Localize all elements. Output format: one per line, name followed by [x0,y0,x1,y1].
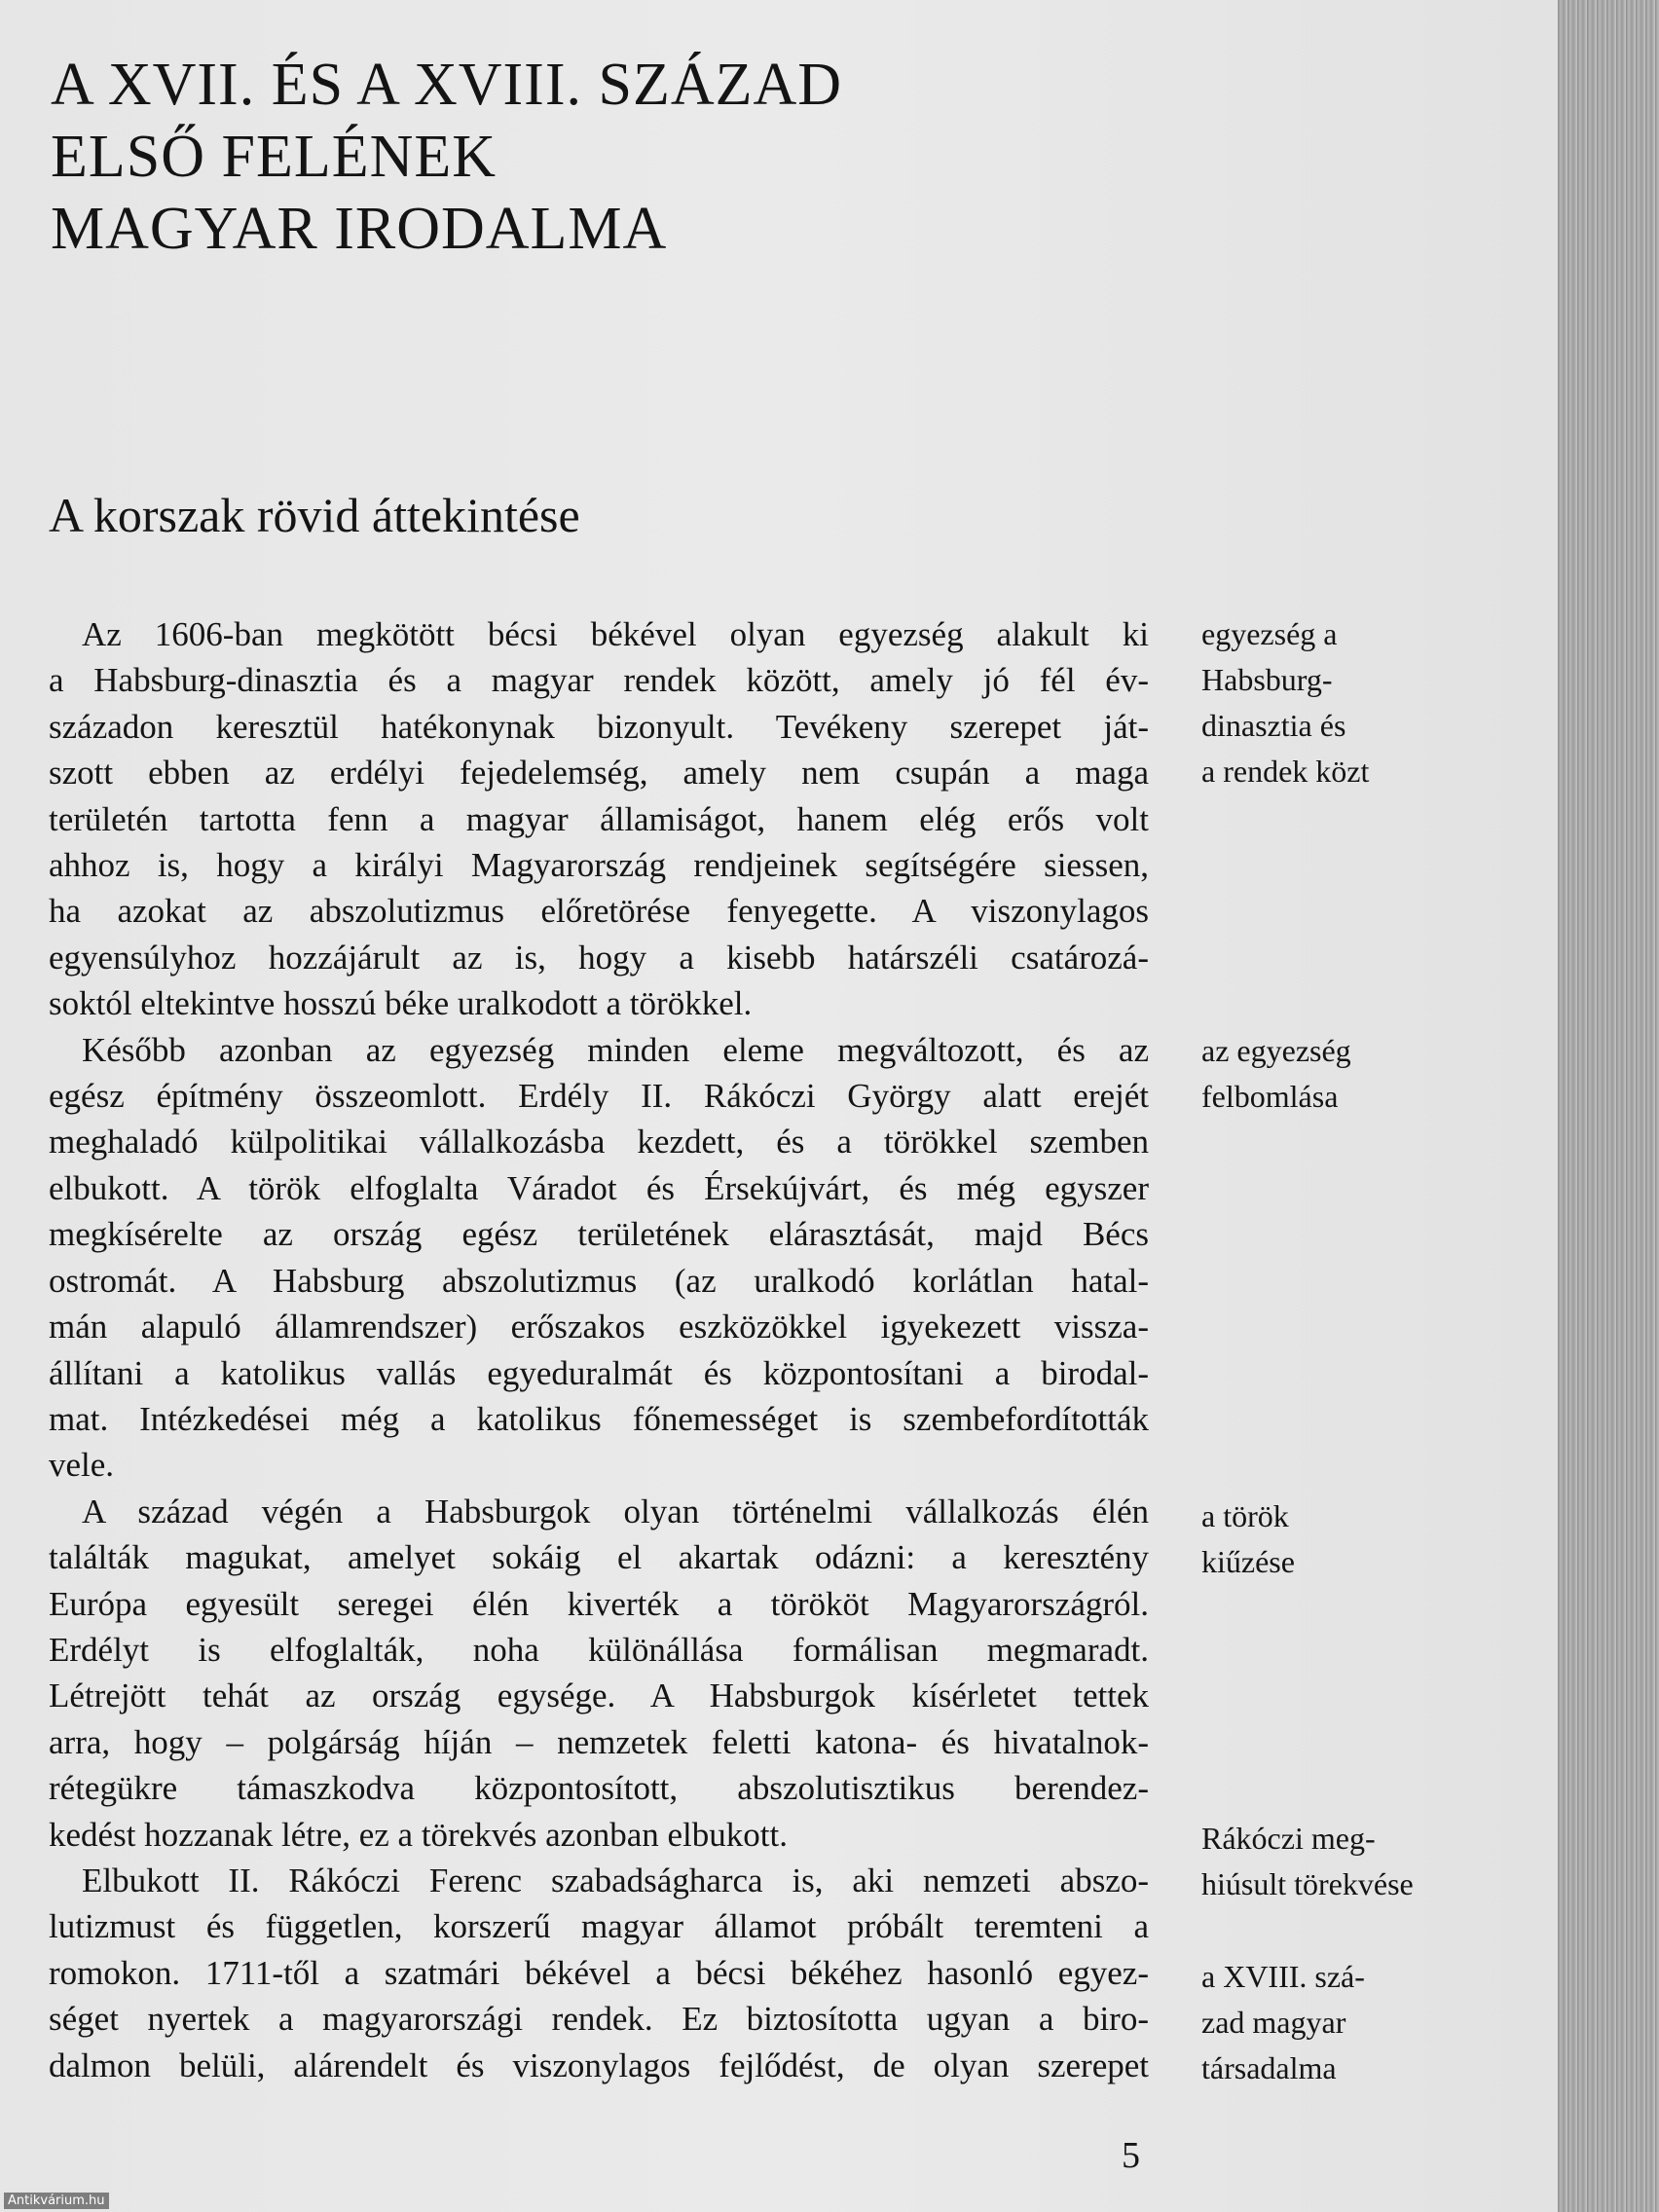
chapter-title-line: MAGYAR IRODALMA [51,196,668,262]
page-stack-edge [1558,0,1659,2212]
text-line: szott ebben az erdélyi fejedelemség, amely nem csupán a maga [49,754,1149,793]
text-line: dalmon belüli, alárendelt és viszonylagos fejlődést, de olyan szerepet [49,2046,1149,2084]
section-title: A korszak rövid áttekintése [49,488,580,542]
text-line: soktól eltekintve hosszú béke uralkodott a törökkel. [49,984,753,1023]
margin-note-line: zad magyar [1201,2005,1346,2040]
margin-note-line: a rendek közt [1201,754,1370,789]
text-line: elbukott. A török elfoglalta Váradot és Érsekújvárt, és még egyszer [49,1168,1149,1207]
text-line: Az 1606-ban megkötött bécsi békével olyan egyezség alakult ki [82,615,1149,653]
text-line: meghaladó külpolitikai vállalkozásba kezdett, és a törökkel szemben [49,1123,1149,1161]
margin-note-line: dinasztia és [1201,708,1346,743]
margin-note-line: az egyezség [1201,1033,1351,1068]
text-line: Elbukott II. Rákóczi Ferenc szabadságharca is, aki nemzeti abszo- [82,1861,1149,1899]
margin-note-line: hiúsult törekvése [1201,1866,1414,1901]
margin-note-line: Habsburg- [1201,662,1333,697]
text-line: arra, hogy – polgárság híján – nemzetek feletti katona- és hivatalnok- [49,1722,1149,1761]
text-line: vele. [49,1446,115,1485]
paragraph-3 [49,1489,1149,1858]
chapter-title-line: A XVII. ÉS A XVIII. SZÁZAD [51,52,843,118]
margin-note-line: kiűzése [1201,1544,1295,1579]
margin-note-line: a XVIII. szá- [1201,1959,1365,1994]
text-line: romokon. 1711-től a szatmári békével a bécsi békéhez hasonló egyez- [49,1953,1149,1992]
text-line: Erdélyt is elfoglalták, noha különállása formálisan megmaradt. [49,1630,1149,1669]
margin-note-agreement [1201,611,1369,794]
paragraph-2 [49,1027,1149,1489]
text-line: a Habsburg-dinasztia és a magyar rendek között, amely jó fél év- [49,661,1149,700]
text-line: századon keresztül hatékonynak bizonyult. Tevékeny szerepet ját- [49,707,1149,746]
text-line: séget nyertek a magyarországi rendek. Ez biztosította ugyan a biro- [49,2000,1149,2039]
text-line: A század végén a Habsburgok olyan történelmi vállalkozás élén [82,1492,1149,1530]
chapter-title [51,49,842,265]
text-line: egyensúlyhoz hozzájárult az is, hogy a kisebb határszéli csatározá- [49,938,1149,977]
text-line: ahhoz is, hogy a királyi Magyarország rendjeinek segítségére siessen, [49,846,1149,885]
page-number: 5 [1122,2135,1140,2176]
text-line: területén tartotta fenn a magyar államiságot, hanem elég erős volt [49,799,1149,838]
margin-note-line: felbomlása [1201,1079,1339,1114]
margin-note-society [1201,1954,1365,2091]
text-line: lutizmust és független, korszerű magyar államot próbált teremteni a [49,1907,1149,1946]
margin-note-rakoczi [1201,1816,1414,1907]
paragraph-1 [49,611,1149,1027]
paragraph-4 [49,1858,1149,2088]
body-text [49,611,1149,2088]
text-line: találták magukat, amelyet sokáig el akartak odázni: a keresztény [49,1538,1149,1577]
text-line: ostromát. A Habsburg abszolutizmus (az uralkodó korlátlan hatal- [49,1261,1149,1300]
margin-note-line: társadalma [1201,2050,1337,2085]
text-line: mán alapuló államrendszer) erőszakos eszközökkel igyekezett vissza- [49,1308,1149,1346]
text-line: egész építmény összeomlott. Erdély II. Rákóczi György alatt erejét [49,1077,1149,1116]
text-line: megkísérelte az ország egész területének elárasztását, majd Bécs [49,1215,1149,1254]
margin-note-dissolution [1201,1028,1351,1120]
margin-note-expulsion [1201,1493,1295,1585]
watermark: Antikvárium.hu [4,2193,109,2209]
margin-note-line: Rákóczi meg- [1201,1821,1376,1856]
margin-note-line: egyezség a [1201,616,1338,651]
text-line: mat. Intézkedései még a katolikus főnemességet is szembefordították [49,1399,1149,1438]
text-line: Európa egyesült seregei élén kiverték a törököt Magyarországról. [49,1584,1149,1623]
text-line: rétegükre támaszkodva központosított, abszolutisztikus berendez- [49,1769,1149,1808]
text-line: kedést hozzanak létre, ez a törekvés azonban elbukott. [49,1815,788,1854]
chapter-title-line: ELSŐ FELÉNEK [51,124,498,190]
text-line: Létrejött tehát az ország egysége. A Habsburgok kísérletet tettek [49,1677,1149,1715]
text-line: Később azonban az egyezség minden eleme megváltozott, és az [82,1030,1149,1069]
text-line: állítani a katolikus vallás egyeduralmát és központosítani a birodal- [49,1353,1149,1392]
margin-note-line: a török [1201,1498,1289,1533]
text-line: ha azokat az abszolutizmus előretörése fenyegette. A viszonylagos [49,892,1149,931]
